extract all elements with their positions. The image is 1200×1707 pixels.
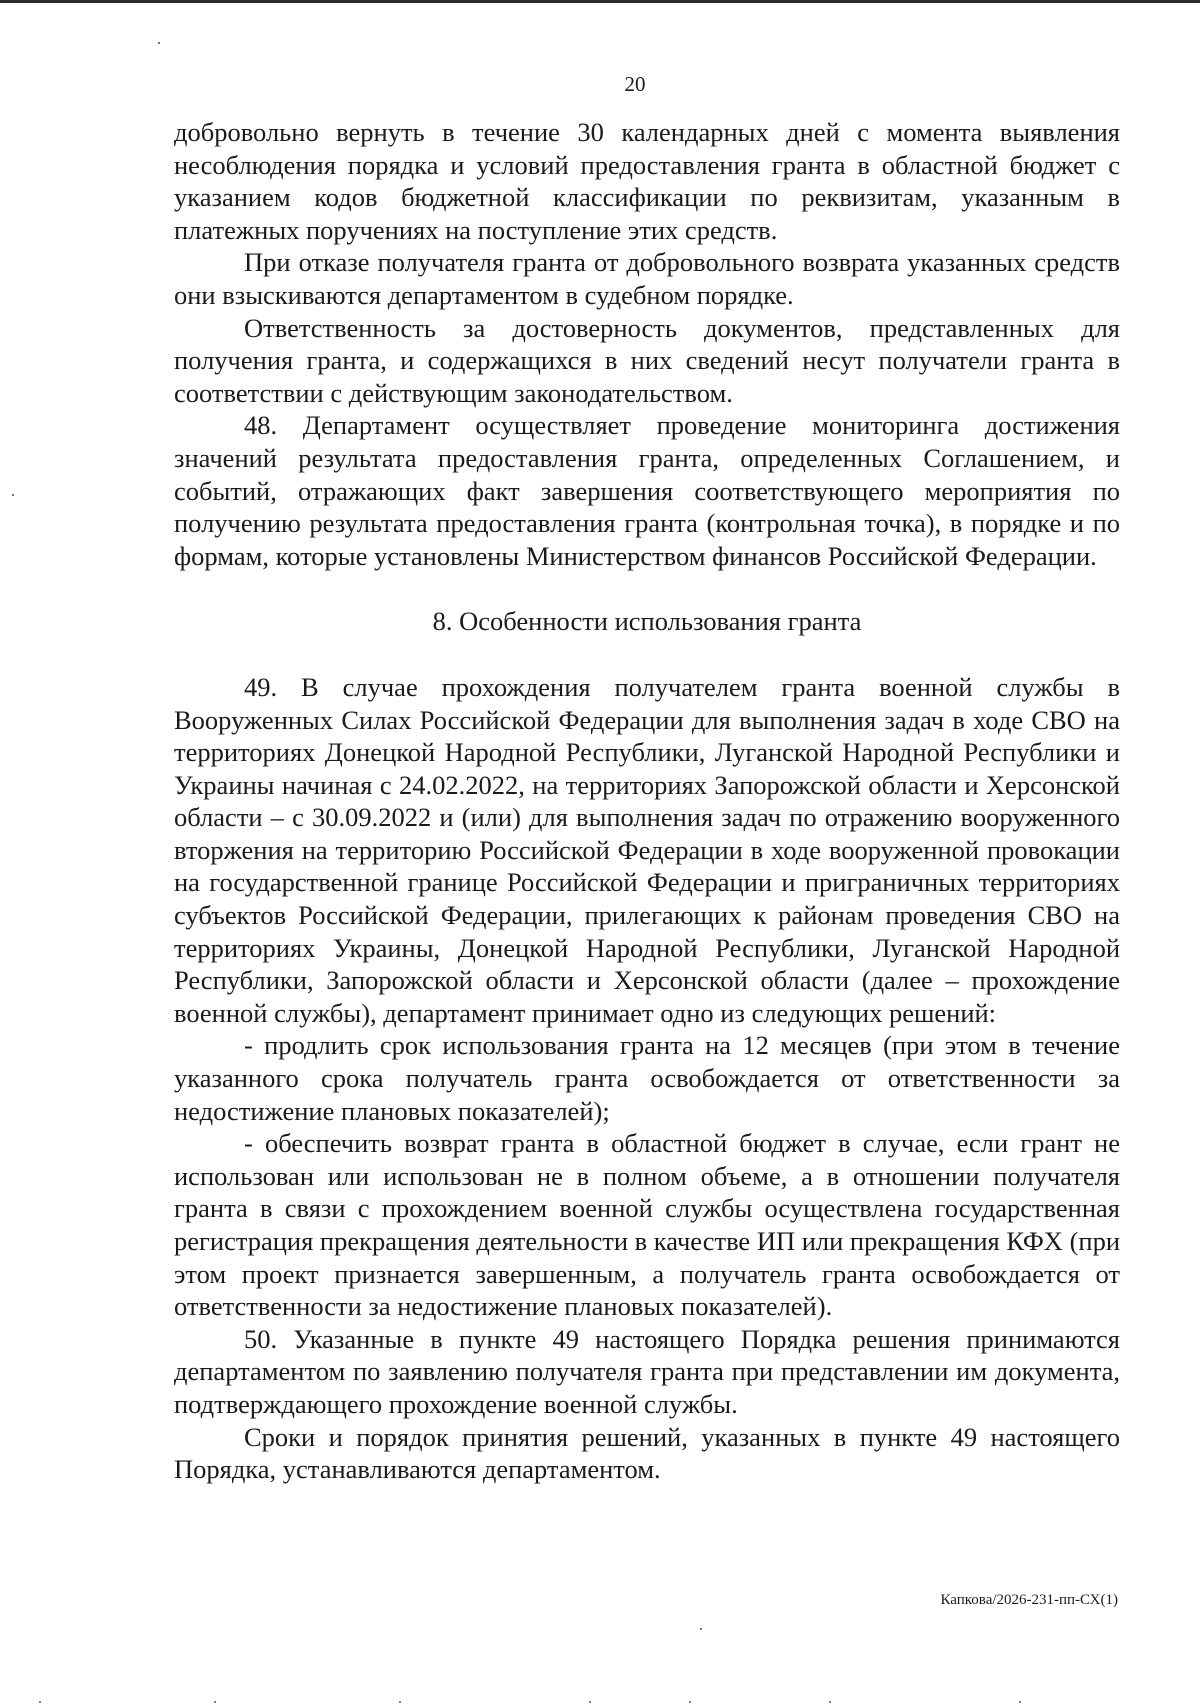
- document-body: [174, 116, 1120, 1486]
- scan-bottom-edge: [0, 1700, 1200, 1704]
- section-heading: 8. Особенности использования гранта: [432, 606, 862, 637]
- scan-speck: [158, 42, 160, 44]
- paragraph-item-48: 48. Департамент осуществляет проведение мониторинга достижения значений результата предоставления гранта, определенных Соглашением, и событий, отражающих факт завершения соответствующего мероприятия по получению результата предоставления гранта (контрольная точка), в порядке и по формам, которые установлены Министерством финансов Российской Федерации.: [174, 410, 1120, 571]
- paragraph-continuation: добровольно вернуть в течение 30 календарных дней с момента выявления несоблюдения порядка и условий предоставления гранта в областной бюджет с указанием кодов бюджетной классификации по реквизитам, указанным в платежных поручениях на поступление этих средств.: [174, 117, 1120, 245]
- scan-speck: [700, 1628, 702, 1630]
- scan-speck: [12, 494, 14, 496]
- paragraph-item-49: 49. В случае прохождения получателем гранта военной службы в Вооруженных Силах Российской Федерации для выполнения задач в ходе СВО на территориях Донецкой Народной Республики, Луганской Народной Республики и Украины начиная с 24.02.2022, на территориях Запорожской области и Херсонской области – с 30.09.2022 и (или) для выполнения задач по отражению вооруженного вторжения на территорию Российской Федерации в ходе вооруженной провокации на государственной границе Российской Федерации и приграничных территориях субъектов Российской Федерации, прилегающих к районам проведения СВО на территориях Украины, Донецкой Народной Республики, Луганской Народной Республики, Запорожской области и Херсонской области (далее – прохождение военной службы), департамент принимает одно из следующих решений:: [174, 671, 1120, 1028]
- paragraph: Ответственность за достоверность документов, представленных для получения гранта, и содержащихся в них сведений несут получатели гранта в соответствии с действующим законодательством.: [174, 312, 1120, 408]
- top-border-line: [0, 0, 1200, 3]
- list-item-return-grant: - обеспечить возврат гранта в областной бюджет в случае, если грант не использован или использован не в полном объеме, а в отношении получателя гранта в связи с прохождением военной службы осуществлена государственная регистрация прекращения деятельности в качестве ИП или прекращения КФХ (при этом проект признается завершенным, а получатель гранта освобождается от ответственности за недостижение плановых показателей).: [174, 1128, 1121, 1322]
- list-item-extend-term: - продлить срок использования гранта на 12 месяцев (при этом в течение указанного срока получатель гранта освобождается от ответственности за недостижение плановых показателей);: [174, 1030, 1120, 1126]
- document-code: Капкова/2026-231-пп-СХ(1): [940, 1592, 1118, 1608]
- paragraph-item-50: 50. Указанные в пункте 49 настоящего Порядка решения принимаются департаментом по заявлению получателя гранта при представлении им документа, подтверждающего прохождение военной службы.: [174, 1323, 1120, 1419]
- paragraph: Сроки и порядок принятия решений, указанных в пункте 49 настоящего Порядка, устанавливаются департаментом.: [174, 1421, 1120, 1485]
- page-number: 20: [624, 72, 646, 96]
- paragraph: При отказе получателя гранта от добровольного возврата указанных средств они взыскиваются департаментом в судебном порядке.: [174, 247, 1120, 310]
